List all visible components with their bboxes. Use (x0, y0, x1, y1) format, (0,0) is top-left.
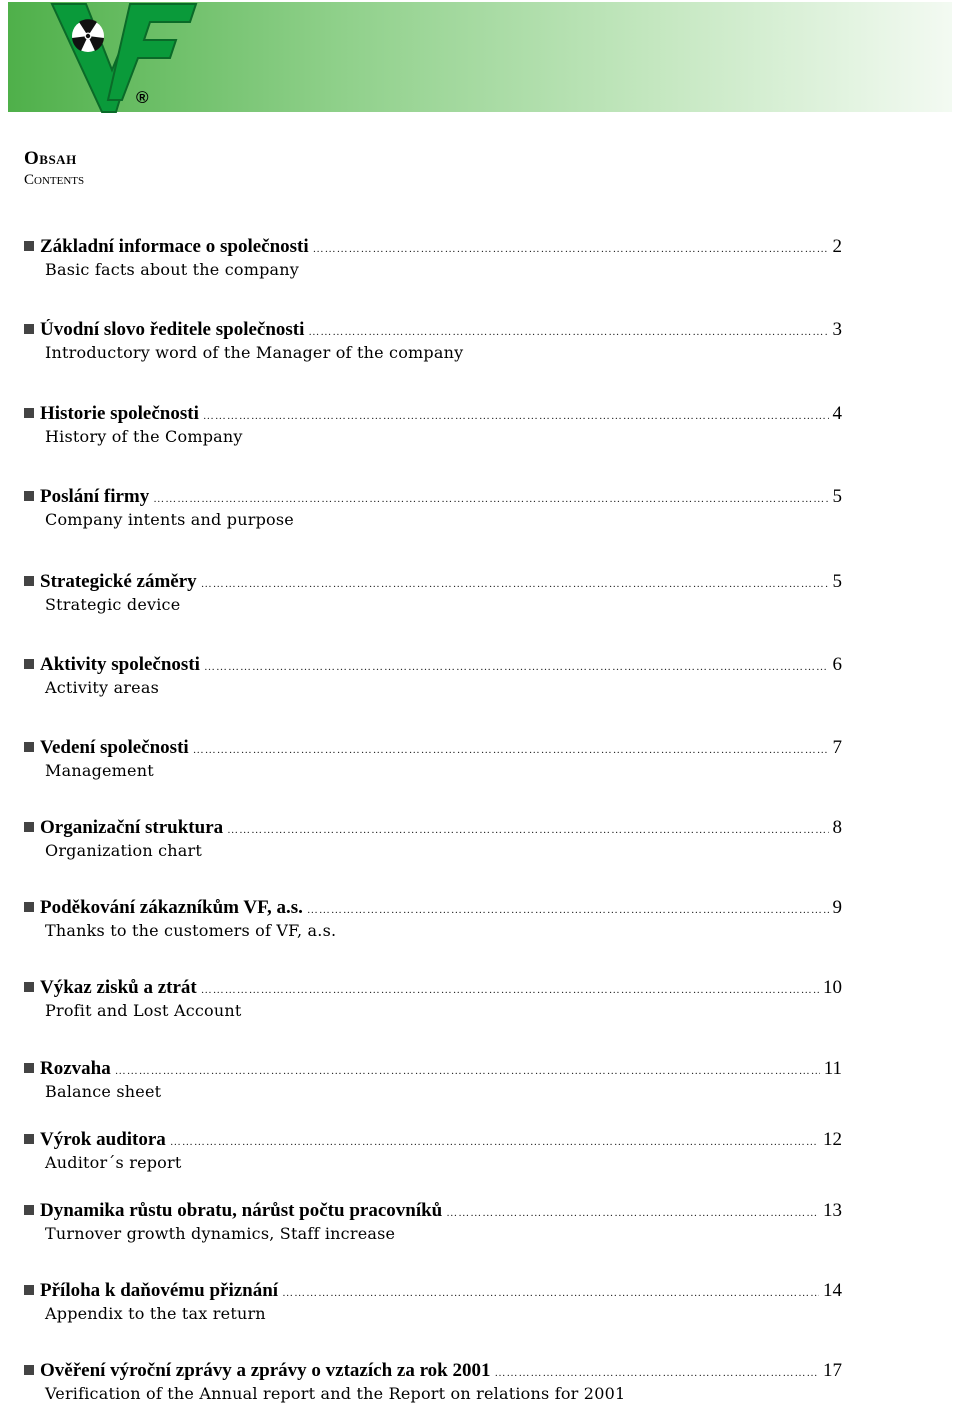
toc-page-number: 3 (832, 319, 842, 340)
toc-page-number: 17 (823, 1360, 842, 1381)
toc-subtitle: Appendix to the tax return (45, 1304, 266, 1323)
dot-leader (201, 578, 829, 590)
square-bullet-icon (24, 1285, 34, 1295)
dot-leader (204, 661, 829, 673)
toc-title: Vedení společnosti (40, 737, 189, 758)
toc-page-number: 14 (823, 1280, 842, 1301)
toc-title: Aktivity společnosti (40, 654, 200, 675)
toc-page-number: 4 (832, 403, 842, 424)
square-bullet-icon (24, 491, 34, 501)
square-bullet-icon (24, 408, 34, 418)
square-bullet-icon (24, 576, 34, 586)
toc-entry-basic-facts[interactable] (24, 236, 854, 286)
toc-subtitle: Strategic device (45, 595, 181, 614)
toc-entry-management[interactable] (24, 737, 854, 787)
toc-entry-intents[interactable] (24, 486, 854, 536)
toc-page-number: 10 (823, 977, 842, 998)
dot-leader (201, 984, 819, 996)
toc-entry-thanks[interactable] (24, 897, 854, 947)
square-bullet-icon (24, 982, 34, 992)
dot-leader (203, 410, 829, 422)
dot-leader (153, 493, 828, 505)
dot-leader (227, 824, 828, 836)
toc-title: Strategické záměry (40, 571, 197, 592)
square-bullet-icon (24, 1134, 34, 1144)
toc-title: Poděkování zákazníkům VF, a.s. (40, 897, 303, 918)
toc-subtitle: History of the Company (45, 427, 243, 446)
toc-subtitle: Thanks to the customers of VF, a.s. (45, 921, 337, 940)
dot-leader (193, 744, 829, 756)
toc-entry-history[interactable] (24, 403, 854, 453)
toc-page-number: 9 (832, 897, 842, 918)
toc-entry-tax-appendix[interactable] (24, 1280, 854, 1330)
toc-title: Výrok auditora (40, 1129, 166, 1150)
toc-entry-balance[interactable] (24, 1058, 854, 1108)
page-title: Obsah (24, 148, 77, 169)
toc-title: Dynamika růstu obratu, nárůst počtu pracovníků (40, 1200, 443, 1221)
toc-title: Rozvaha (40, 1058, 111, 1079)
toc-entry-strategic[interactable] (24, 571, 854, 621)
dot-leader (307, 904, 829, 916)
dot-leader (313, 243, 829, 255)
toc-page-number: 13 (823, 1200, 842, 1221)
dot-leader (115, 1065, 820, 1077)
toc-subtitle: Management (45, 761, 154, 780)
toc-title: Příloha k daňovému přiznání (40, 1280, 279, 1301)
square-bullet-icon (24, 902, 34, 912)
square-bullet-icon (24, 822, 34, 832)
square-bullet-icon (24, 1063, 34, 1073)
toc-subtitle: Verification of the Annual report and the Report on relations for 2001 (45, 1384, 626, 1403)
registered-mark: ® (136, 88, 149, 107)
dot-leader (170, 1136, 819, 1148)
dot-leader (446, 1207, 819, 1219)
toc-subtitle: Profit and Lost Account (45, 1001, 242, 1020)
toc-subtitle: Organization chart (45, 841, 202, 860)
toc-subtitle: Activity areas (45, 678, 159, 697)
square-bullet-icon (24, 241, 34, 251)
vf-logo (46, 0, 206, 116)
toc-title: Ověření výroční zprávy a zprávy o vztazích za rok 2001 (40, 1360, 491, 1381)
toc-entry-activity[interactable] (24, 654, 854, 704)
toc-page-number: 8 (832, 817, 842, 838)
toc-title: Úvodní slovo ředitele společnosti (40, 319, 305, 340)
toc-page-number: 6 (832, 654, 842, 675)
page-subtitle: Contents (24, 172, 85, 188)
toc-entry-turnover[interactable] (24, 1200, 854, 1250)
square-bullet-icon (24, 1205, 34, 1215)
toc-title: Výkaz zisků a ztrát (40, 977, 197, 998)
toc-subtitle: Turnover growth dynamics, Staff increase (45, 1224, 396, 1243)
toc-entry-introductory-word[interactable] (24, 319, 854, 369)
toc-title: Organizační struktura (40, 817, 224, 838)
toc-page-number: 5 (832, 486, 842, 507)
toc-page-number: 7 (832, 737, 842, 758)
toc-entry-organization[interactable] (24, 817, 854, 867)
dot-leader (494, 1367, 819, 1379)
square-bullet-icon (24, 659, 34, 669)
toc-entry-profit[interactable] (24, 977, 854, 1027)
square-bullet-icon (24, 324, 34, 334)
toc-page-number: 2 (832, 236, 842, 257)
toc-subtitle: Auditor´s report (45, 1153, 182, 1172)
dot-leader (308, 326, 828, 338)
toc-page-number: 12 (823, 1129, 842, 1150)
toc-title: Poslání firmy (40, 486, 150, 507)
toc-page-number: 11 (823, 1058, 842, 1079)
toc-title: Historie společnosti (40, 403, 199, 424)
toc-subtitle: Basic facts about the company (45, 260, 300, 279)
toc-subtitle: Company intents and purpose (45, 510, 294, 529)
toc-title: Základní informace o společnosti (40, 236, 309, 257)
toc-subtitle: Balance sheet (45, 1082, 162, 1101)
square-bullet-icon (24, 742, 34, 752)
square-bullet-icon (24, 1365, 34, 1375)
toc-subtitle: Introductory word of the Manager of the company (45, 343, 464, 362)
dot-leader (282, 1287, 819, 1299)
toc-entry-auditor[interactable] (24, 1129, 854, 1179)
toc-page-number: 5 (832, 571, 842, 592)
